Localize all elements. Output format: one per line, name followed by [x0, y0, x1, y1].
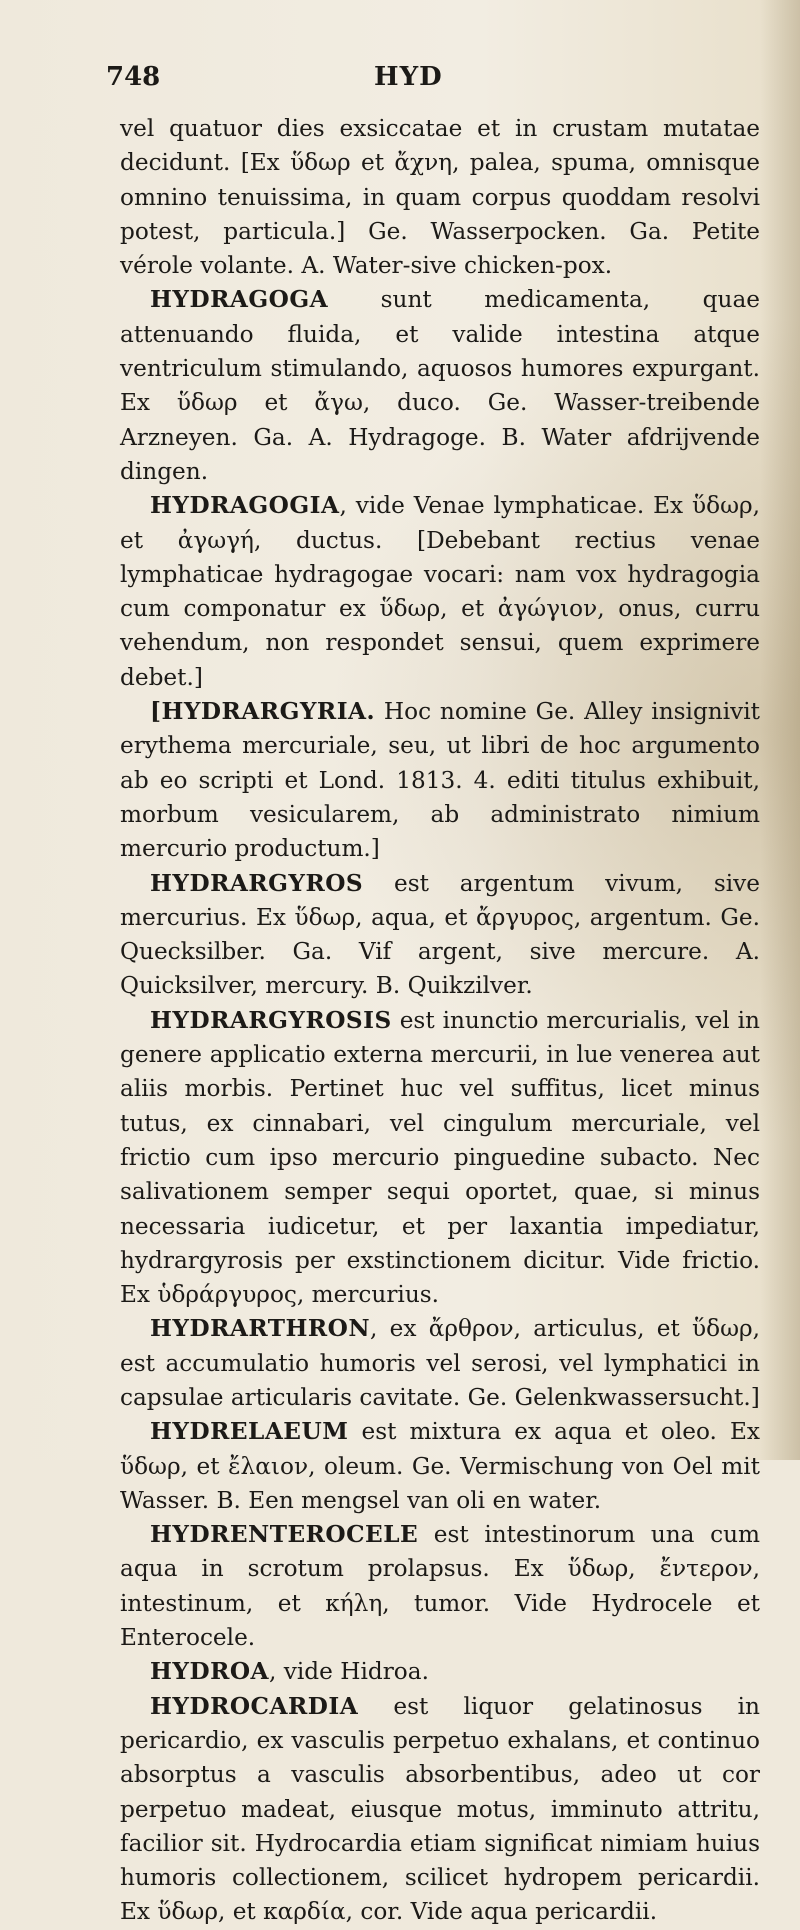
entry-hydrargyria	[120, 695, 760, 866]
entry-hydrarthron	[120, 1312, 760, 1415]
entry-headword: [HYDRARGYRIA.	[150, 698, 376, 726]
entry-hydragogia	[120, 489, 760, 695]
entry-headword: HYDROCARDIA	[150, 1692, 359, 1720]
entry-headword: HYDRARTHRON	[150, 1315, 371, 1343]
entry-headword: HYDRAGOGIA	[150, 492, 340, 520]
entry-text: , vide Venae lymphaticae. Ex ὕδωρ, et ἀγωγή, ductus. [Debebant rectius venae lymphaticae hydragogae vocari: nam vox hydragogia cum componatur ex ὕδωρ, et ἀγώγιον, onus, curru vehendum, non respondet sensui, quem exprimere debet.]	[120, 492, 760, 691]
page-header	[106, 62, 740, 102]
entry-hydragoga	[120, 283, 760, 489]
running-head: HYD	[374, 62, 443, 92]
entry-headword: HYDRARGYROSIS	[150, 1006, 392, 1034]
entry-continuation	[120, 112, 760, 283]
entry-text: , vide Hidroa.	[269, 1658, 429, 1686]
entry-text: vel quatuor dies exsiccatae et in crustam mutatae decidunt. [Ex ὕδωρ et ἄχνη, palea, spuma, omnisque omnino tenuissima, in quam corpus quoddam resolvi potest, particula.] Ge. Wasserpocken. Ga. Petite vérole volante. A. Water-sive chicken-pox.	[120, 115, 760, 280]
dictionary-text	[120, 112, 760, 1930]
entry-headword: HYDRARGYROS	[150, 869, 364, 897]
entry-text: est argentum vivum, sive mercurius. Ex ὕδωρ, aqua, et ἄργυρος, argentum. Ge. Quecksilber. Ga. Vif argent, sive mercure. A. Quicksilver, mercury. B. Quikzilver.	[120, 869, 760, 1000]
entry-headword: HYDRENTEROCELE	[150, 1521, 419, 1549]
entry-text: est liquor gelatinosus in pericardio, ex vasculis perpetuo exhalans, et continuo absorptus a vasculis absorbentibus, adeo ut cor perpetuo madeat, eiusque motus, imminuto attritu, facilior sit. Hydrocardia etiam significat nimiam huius humoris collectionem, scilicet hydropem pericardii. Ex ὕδωρ, et καρδία, cor. Vide aqua pericardii.	[120, 1692, 760, 1926]
entry-headword: HYDROA	[150, 1658, 270, 1686]
entry-headword: HYDRELAEUM	[150, 1418, 349, 1446]
entry-text: Hoc nomine Ge. Alley insignivit erythema mercuriale, seu, ut libri de hoc argumento ab eo scripti et Lond. 1813. 4. editi titulus exhibuit, morbum vesicularem, ab administrato nimium mercurio productum.]	[120, 698, 760, 863]
entry-text: est intestinorum una cum aqua in scrotum prolapsus. Ex ὕδωρ, ἔντερον, intestinum, et κήλη, tumor. Vide Hydrocele et Enterocele.	[120, 1521, 760, 1652]
entry-hydrargyrosis	[120, 1004, 760, 1313]
entry-hydrelaeum	[120, 1415, 760, 1518]
entry-text: est mixtura ex aqua et oleo. Ex ὕδωρ, et ἔλαιον, oleum. Ge. Vermischung von Oel mit Wasser. B. Een mengsel van oli en water.	[120, 1418, 760, 1514]
entry-hydrenterocele	[120, 1518, 760, 1655]
entry-hydrargyros	[120, 867, 760, 1004]
entry-text: est inunctio mercurialis, vel in genere applicatio externa mercurii, in lue venerea aut aliis morbis. Pertinet huc vel suffitus, licet minus tutus, ex cinnabari, vel cingulum mercuriale, vel frictio cum ipso mercurio pinguedine subacto. Nec salivationem semper sequi oportet, quae, si minus necessaria iudicetur, et per laxantia impediatur, hydrargyrosis per exstinctionem dicitur. Vide frictio. Ex ὑδράργυρος, mercurius.	[120, 1006, 760, 1309]
entry-text: sunt medicamenta, quae attenuando fluida, et valide intestina atque ventriculum stimulando, aquosos humores expurgant. Ex ὕδωρ et ἄγω, duco. Ge. Wasser-treibende Arzneyen. Ga. A. Hydragoge. B. Water afdrijvende dingen.	[120, 286, 760, 485]
entry-hydrocardia	[120, 1690, 760, 1930]
page-edge-shadow	[760, 0, 800, 1460]
entry-hydroa	[120, 1655, 760, 1689]
entry-text: , ex ἄρθρον, articulus, et ὕδωρ, est accumulatio humoris vel serosi, vel lymphatici in capsulae articularis cavitate. Ge. Gelenkwassersucht.]	[120, 1315, 760, 1411]
page-number: 748	[106, 62, 161, 92]
entry-headword: HYDRAGOGA	[150, 286, 329, 314]
